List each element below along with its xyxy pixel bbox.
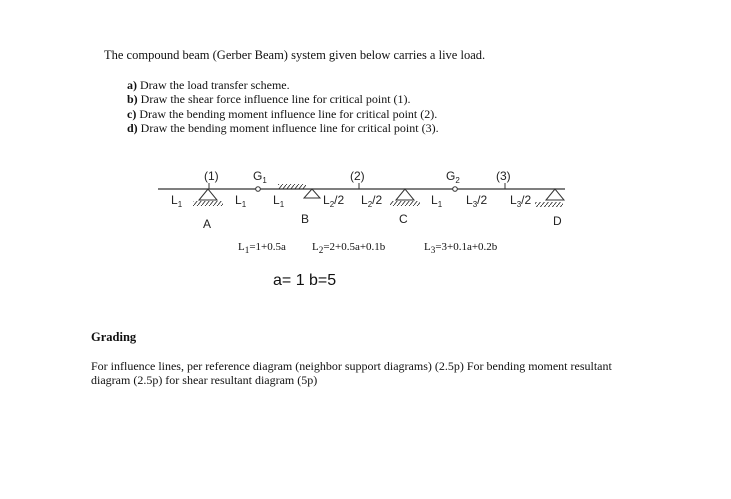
task-item [127, 92, 439, 106]
hinge-g1-icon [256, 187, 261, 192]
span-label: $L_1$ [171, 193, 183, 209]
task-key: b) [127, 92, 138, 107]
support-c-icon [390, 189, 420, 206]
hinge-g2-icon [453, 187, 458, 192]
support-d-icon [535, 189, 564, 207]
support-d-label: D [553, 214, 562, 228]
span-label: $L_3/2$ [510, 193, 532, 209]
intro-text: The compound beam (Gerber Beam) system given below carries a live load. [104, 48, 486, 62]
task-text: Draw the load transfer scheme. [140, 78, 290, 92]
span-label: $L_1$ [431, 193, 443, 209]
task-key: d) [127, 120, 138, 135]
task-item [127, 107, 439, 121]
task-item [127, 121, 439, 135]
length-formula: $L_3=3+0.1a+0.2b$ [424, 241, 498, 256]
task-text: Draw the bending moment influence line for critical point (2). [139, 106, 438, 121]
support-b-label: B [301, 212, 310, 226]
critical-point-3-label: (3) [496, 169, 511, 183]
task-key: c) [127, 106, 137, 121]
length-formula: $L_1=1+0.5a$ [238, 241, 286, 256]
hinge-g1-label: $G_1$ [253, 169, 267, 185]
span-label: $L_2/2$ [361, 193, 383, 209]
critical-point-2-label: (2) [350, 169, 365, 183]
span-label: $L_1$ [235, 193, 247, 209]
gerber-beam-diagram [150, 160, 580, 235]
grading-title: Grading [91, 330, 137, 344]
task-text: Draw the bending moment influence line for critical point (3). [140, 120, 439, 135]
support-a-icon [193, 189, 223, 206]
task-key: a) [127, 78, 137, 92]
task-item [127, 78, 439, 92]
support-c-label: C [399, 212, 408, 226]
critical-point-1-label: (1) [204, 169, 219, 183]
support-a-label: A [203, 217, 212, 231]
support-b-icon [278, 184, 320, 198]
task-list [127, 78, 439, 135]
parameter-values: a= 1 b=5 [273, 272, 337, 289]
span-label: $L_3/2$ [466, 193, 488, 209]
hinge-g2-label: $G_2$ [446, 169, 460, 185]
span-label: $L_1$ [273, 193, 285, 209]
length-formula: $L_2=2+0.5a+0.1b$ [312, 241, 386, 256]
span-label: $L_2/2$ [323, 193, 345, 209]
grading-text: For influence lines, per reference diagram (neighbor support diagrams) (2.5p) For bending moment resultant diagram (2.5p) for shear resultant diagram (5p) [91, 359, 612, 387]
task-text: Draw the shear force influence line for critical point (1). [140, 92, 411, 107]
